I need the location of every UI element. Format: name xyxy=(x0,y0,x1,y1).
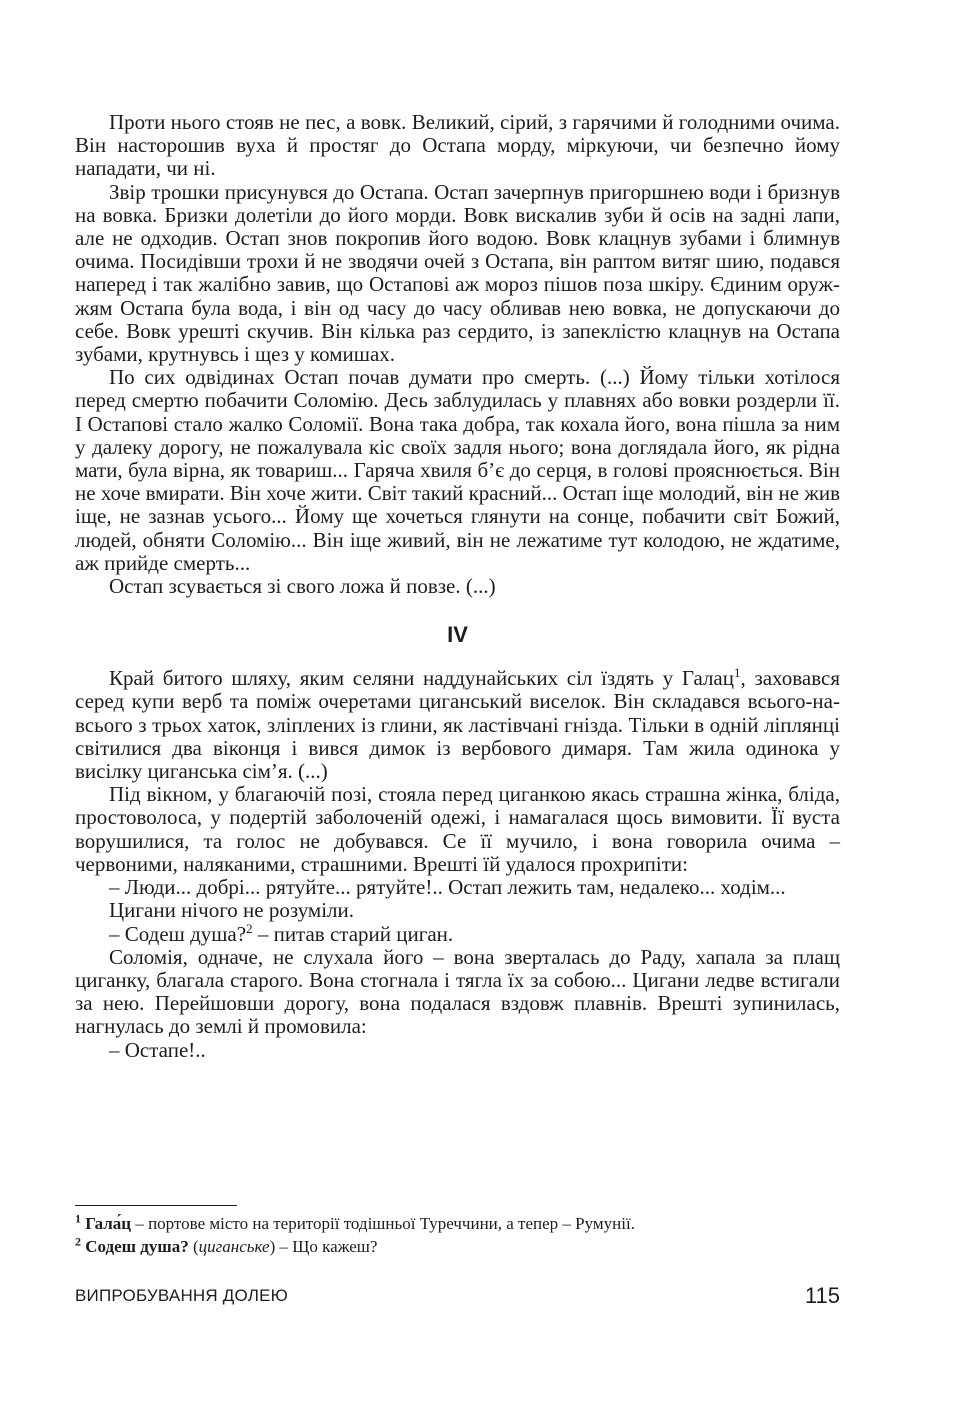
book-page xyxy=(75,0,840,1417)
footnote-term: Содеш душа? xyxy=(85,1237,189,1256)
footnote-1 xyxy=(75,1212,840,1235)
paragraph-text: – питав старий циган. xyxy=(252,921,454,946)
paragraph xyxy=(75,667,840,783)
paragraph: Звір трошки присунувся до Остапа. Остап зачерпнув пригоршнею води і бризнув на вовка. Бризки долетіли до його морди. Вовк вискалив зуби й осів на задні лапи, але не одходив. Остап знов покропив його водою. Вовк клацнув зубами і блимнув очима. Посидівши трохи й не зводячи очей з Остапа, він раптом витяг шию, подався наперед і так жалібно завив, що Остапові аж мороз пішов поза шкіру. Єдиним оружжям Остапа була вода, і він од часу до часу обливав нею вовка, не допускаючи до себе. Вовк урешті скучив. Він кілька раз сердито, із запеклістю клацнув на Остапа зубами, крутнувсь і щез у комишах. xyxy=(75,179,840,367)
section-heading: IV xyxy=(447,622,468,648)
footnote-text: – Що кажеш? xyxy=(275,1237,378,1256)
footnote-ref[interactable]: 2 xyxy=(246,920,253,936)
paragraph: – Остапе!.. xyxy=(109,1037,206,1062)
paragraph-text: , заховався серед купи верб та поміж очеретами циганський виселок. Він складався всього-на-всього з трьох хаток, зліплених із глини, як ластівчані гнізда. Тільки в одній ліплянці світилися два віконця і вився димок із вербового димаря. Там жила одинока у висілку циганська сім’я. (...) xyxy=(75,666,840,784)
footnote-number: 2 xyxy=(75,1234,81,1249)
footnote-2: $^2$ Содеш душа? (циганське) – Що кажеш? xyxy=(75,1234,378,1256)
footnote-number: 1 xyxy=(75,1211,81,1226)
paragraph-text: Край битого шляху, яким селяни наддунайських сіл їздять у Галац xyxy=(109,666,734,691)
paragraph: Соломія, одначе, не слухала його – вона зверталась до Раду, хапала за плащ циганку, благала старого. Вона стогнала і тягла їх за собою... Цигани ледве встигали за нею. Перейшовши дорогу, вона подалася вздовж плавнів. Врешті зупинилась, нагнулась до землі й промовила: xyxy=(75,944,840,1039)
paragraph-text: – Содеш душа? xyxy=(109,921,247,946)
story-text xyxy=(75,111,840,1062)
page-footer xyxy=(75,1283,840,1311)
footnote-term: Гала́ц xyxy=(85,1214,132,1233)
paragraph: Під вікном, у благаючій позі, стояла перед циганкою якась страшна жінка, бліда, простоволоса, у подертій заболоченій одежі, і намагалася щось вимовити. Її вуста ворушилися, та голос не добувався. Се її мучило, і вона говорила очима – червоними, наляканими, страшними. Врешті їй удалося прохрипіти: xyxy=(75,782,840,876)
paragraph: Проти нього стояв не пес, а вовк. Великий, сірий, з гарячими й голодними очима. Він насторошив вуха й простяг до Остапа морду, міркуючи, чи безпечно йому нападати, чи ні. xyxy=(75,110,840,181)
footnote-ref[interactable]: 1 xyxy=(734,665,741,681)
footnote-text: – портове місто на території тодішньої Туреччини, а тепер – Румунії. xyxy=(131,1214,635,1233)
footnote-divider xyxy=(75,1205,237,1206)
paragraph xyxy=(75,920,840,946)
paragraph: Цигани нічого не розуміли. xyxy=(109,898,355,923)
section-title: ВИПРОБУВАННЯ ДОЛЕЮ xyxy=(75,1286,289,1305)
footnotes xyxy=(75,1205,840,1258)
page-number: 115 xyxy=(804,1283,840,1308)
paragraph: – Люди... добрі... рятуйте... рятуйте!.. Остап лежить там, недалеко... ходім... xyxy=(109,875,786,900)
paragraph: Остап зсувається зі свого ложа й повзе. (...) xyxy=(109,574,496,599)
footnote-note: циганське xyxy=(198,1237,270,1256)
paragraph: По сих одвідинах Остап почав думати про смерть. (...) Йому тільки хотілося перед смертю побачити Соломію. Десь заблудилась у плавнях або вовки роздерли її. І Остапові стало жалко Соломії. Вона така добра, так кохала його, вона пішла за ним у далеку дорогу, не пожалувала кіс своїх задля нього; вона доглядала його, як рідна мати, була вірна, як товариш... Гаряча хвиля б’є до серця, в голові прояснюється. Він не хоче вмирати. Він хоче жити. Світ такий красний... Остап іще молодий, він не жив іще, не зазнав усього... Йому ще хочеться глянути на сонце, побачити світ Божий, людей, обняти Соломію... Він іще живий, він не лежатиме тут колодою, не ждатиме, аж прийде смерть... xyxy=(75,365,840,575)
